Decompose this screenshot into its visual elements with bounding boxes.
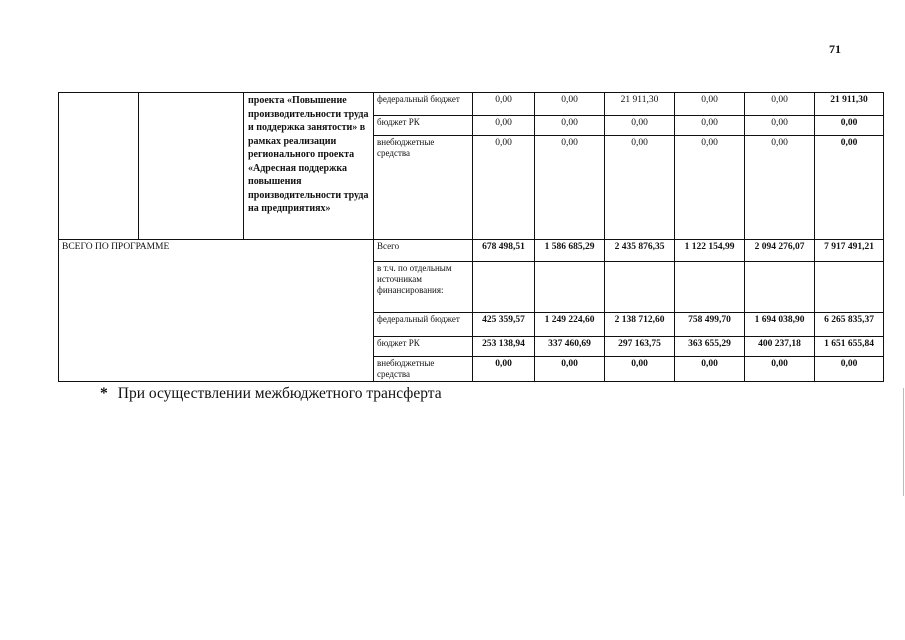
table-row — [59, 240, 884, 262]
value-cell: 1 122 154,99 — [675, 240, 745, 262]
value-cell — [605, 262, 675, 313]
value-cell: 1 249 224,60 — [535, 313, 605, 337]
total-value-cell: 1 651 655,84 — [815, 337, 884, 357]
project-description: проекта «Повышение производительности труда и поддержка занятости» в рамках реализации регионального проекта «Адресная поддержка повышения производительности труда на предприятиях» — [244, 93, 374, 240]
total-value-cell: 0,00 — [815, 116, 884, 136]
total-value-cell: 21 911,30 — [815, 93, 884, 116]
funding-source: бюджет РК — [374, 116, 473, 136]
funding-source: внебюджетные средства — [374, 136, 473, 240]
value-cell: 0,00 — [675, 93, 745, 116]
value-cell: 678 498,51 — [473, 240, 535, 262]
scan-edge-line — [903, 388, 904, 496]
value-cell: 337 460,69 — [535, 337, 605, 357]
budget-table — [58, 92, 884, 382]
value-cell: 0,00 — [675, 357, 745, 382]
value-cell: 297 163,75 — [605, 337, 675, 357]
value-cell: 2 094 276,07 — [745, 240, 815, 262]
total-value-cell: 6 265 835,37 — [815, 313, 884, 337]
page-number: 71 — [829, 42, 841, 56]
program-total-label: ВСЕГО ПО ПРОГРАММЕ — [59, 240, 374, 382]
empty-cell — [139, 93, 244, 240]
value-cell — [473, 262, 535, 313]
value-cell: 0,00 — [535, 116, 605, 136]
value-cell: 0,00 — [535, 136, 605, 240]
funding-source: федеральный бюджет — [374, 313, 473, 337]
total-value-cell: 0,00 — [815, 357, 884, 382]
funding-source: федеральный бюджет — [374, 93, 473, 116]
value-cell: 2 138 712,60 — [605, 313, 675, 337]
funding-source: внебюджетные средства — [374, 357, 473, 382]
value-cell: 0,00 — [473, 357, 535, 382]
footnote-marker: * — [100, 385, 108, 402]
value-cell — [745, 262, 815, 313]
value-cell: 0,00 — [605, 136, 675, 240]
empty-cell — [59, 93, 139, 240]
funding-source: бюджет РК — [374, 337, 473, 357]
value-cell: 758 499,70 — [675, 313, 745, 337]
value-cell: 253 138,94 — [473, 337, 535, 357]
total-value-cell: 7 917 491,21 — [815, 240, 884, 262]
value-cell: 0,00 — [605, 116, 675, 136]
funding-source: в т.ч. по отдельным источникам финансирования: — [374, 262, 473, 313]
value-cell — [675, 262, 745, 313]
value-cell: 0,00 — [535, 93, 605, 116]
value-cell — [535, 262, 605, 313]
value-cell: 0,00 — [745, 116, 815, 136]
value-cell: 0,00 — [675, 116, 745, 136]
value-cell: 0,00 — [605, 357, 675, 382]
value-cell: 0,00 — [675, 136, 745, 240]
value-cell: 0,00 — [535, 357, 605, 382]
value-cell: 2 435 876,35 — [605, 240, 675, 262]
footnote-text: При осуществлении межбюджетного трансферта — [117, 385, 442, 402]
value-cell: 0,00 — [473, 136, 535, 240]
total-value-cell: 0,00 — [815, 136, 884, 240]
footnote — [100, 384, 442, 404]
value-cell: 0,00 — [745, 93, 815, 116]
value-cell: 1 586 685,29 — [535, 240, 605, 262]
value-cell: 0,00 — [745, 357, 815, 382]
value-cell: 0,00 — [473, 116, 535, 136]
funding-source: Всего — [374, 240, 473, 262]
value-cell: 0,00 — [745, 136, 815, 240]
value-cell: 425 359,57 — [473, 313, 535, 337]
value-cell: 0,00 — [473, 93, 535, 116]
table-row — [59, 93, 884, 116]
value-cell: 1 694 038,90 — [745, 313, 815, 337]
value-cell: 363 655,29 — [675, 337, 745, 357]
value-cell: 400 237,18 — [745, 337, 815, 357]
total-value-cell — [815, 262, 884, 313]
value-cell: 21 911,30 — [605, 93, 675, 116]
